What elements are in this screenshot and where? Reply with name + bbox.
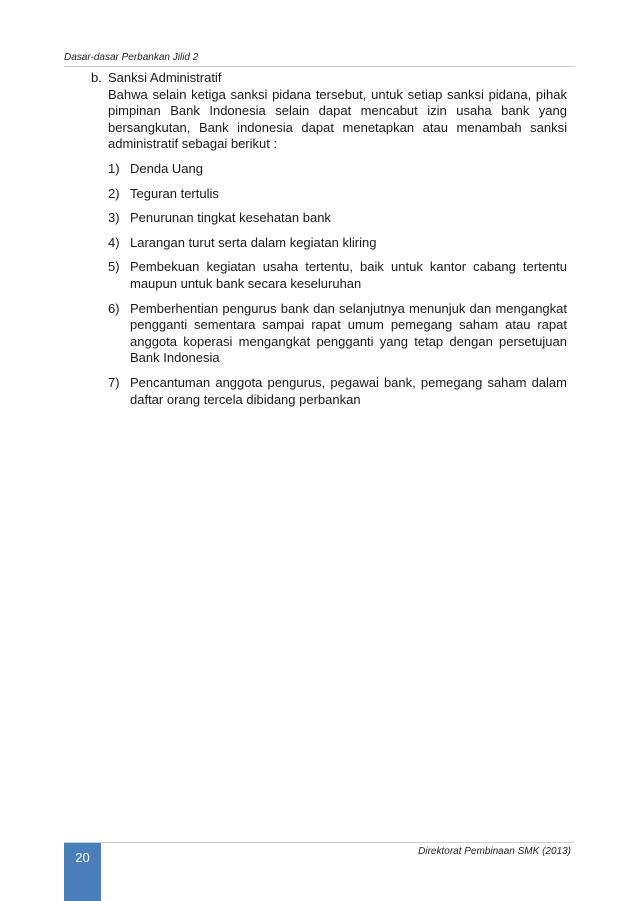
list-item-number: 5) [108,259,120,275]
section-heading [91,70,567,87]
list-item-number: 6) [108,300,120,316]
list-item-number: 3) [108,210,120,226]
section-letter: b. [91,70,102,85]
list-item-text: Larangan turut serta dalam kegiatan kliring [130,234,377,250]
list-item-number: 2) [108,185,120,201]
list-item [108,235,567,252]
list-item-number: 1) [108,160,120,176]
list-item [108,259,567,292]
list-item-number: 4) [108,234,120,250]
list-item [108,210,567,227]
list-item-text: Penurunan tingkat kesehatan bank [130,210,331,226]
header-divider [64,66,574,67]
page-number: 20 [75,850,90,865]
list-item [108,186,567,203]
list-item-text: Teguran tertulis [130,185,219,201]
page-number-box [64,843,101,901]
list-item [108,375,567,408]
list-item-text: Pemberhentian pengurus bank dan selanjutnya menunjuk dan mengangkat pengganti sementara sampai rapat umum pemegang saham atau rapat anggota koperasi mengangkat pengganti yang tetap dengan persetujuan Bank Indonesia [130,300,567,366]
list-item-number: 7) [108,374,120,390]
list-item-text: Pembekuan kegiatan usaha tertentu, baik untuk kantor cabang tertentu maupun untuk bank secara keseluruhan [130,259,567,291]
list-item [108,301,567,367]
running-header: Dasar-dasar Perbankan Jilid 2 [64,52,199,63]
section-title: Sanksi Administratif [108,70,222,85]
sanction-list [108,161,567,408]
footer-divider [64,842,574,843]
section-sanksi-administratif [91,70,567,416]
footer-publisher: Direktorat Pembinaan SMK (2013) [418,846,571,857]
list-item [108,161,567,178]
section-paragraph: Bahwa selain ketiga sanksi pidana tersebut, untuk setiap sanksi pidana, pihak pimpinan Bank Indonesia selain dapat mencabut izin usaha bank yang bersangkutan, Bank indonesia dapat menetapkan atau menambah sanksi administratif sebagai berikut : [108,86,567,152]
list-item-text: Pencantuman anggota pengurus, pegawai bank, pemegang saham dalam daftar orang tercela dibidang perbankan [130,374,567,407]
list-item-text: Denda Uang [130,160,203,176]
